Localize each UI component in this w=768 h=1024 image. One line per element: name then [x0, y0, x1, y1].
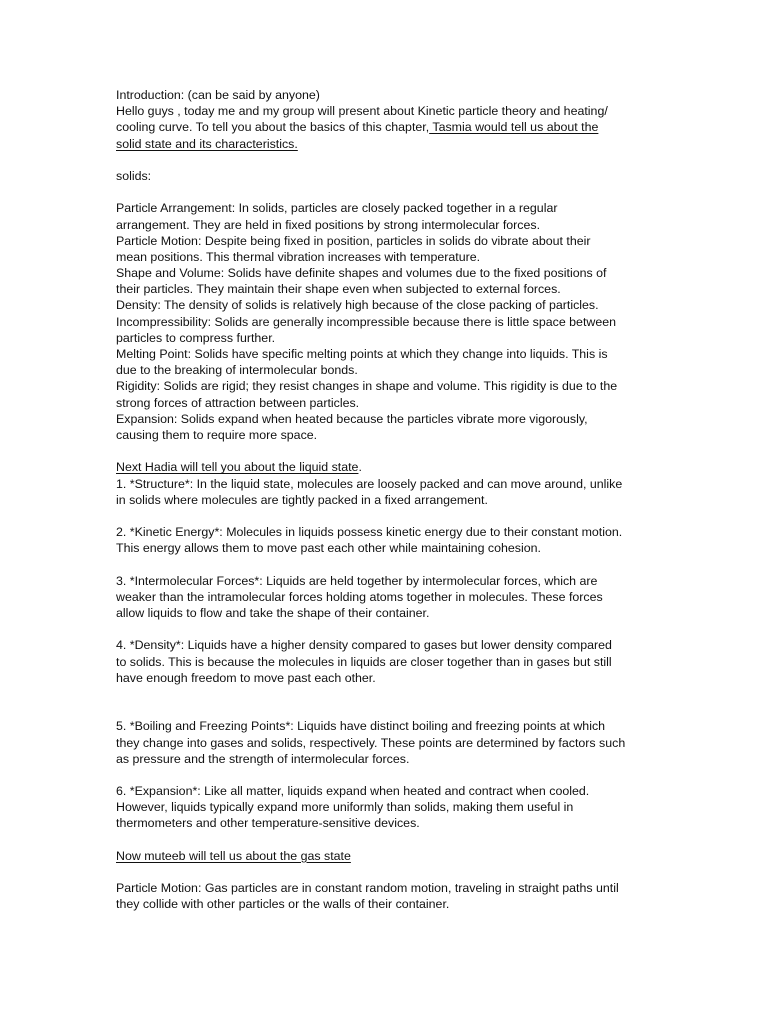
line-text: they change into gases and solids, respectively. These points are determined by factors such — [116, 735, 626, 750]
line-text: However, liquids typically expand more uniformly than solids, making them useful in — [116, 800, 574, 815]
text-line — [116, 217, 661, 233]
blank-line — [116, 443, 661, 459]
line-text: they collide with other particles or the walls of their container. — [116, 897, 450, 912]
text-line — [116, 362, 661, 378]
text-line — [116, 411, 661, 427]
text-line — [116, 233, 661, 249]
line-text: Expansion: Solids expand when heated because the particles vibrate more vigorously, — [116, 411, 588, 426]
line-text: Density: The density of solids is relatively high because of the close packing of particles. — [116, 298, 599, 313]
line-text: Hello guys , today me and my group will present about Kinetic particle theory and heating/ — [116, 104, 608, 119]
line-text: 5. *Boiling and Freezing Points*: Liquids have distinct boiling and freezing points at which — [116, 719, 606, 734]
blank-line — [116, 832, 661, 848]
text-line — [116, 799, 661, 815]
underlined-text: Tasmia would tell us about the — [429, 120, 599, 135]
text-line — [116, 136, 661, 152]
text-line — [116, 476, 661, 492]
text-line — [116, 119, 661, 135]
blank-line — [116, 686, 661, 702]
line-text: due to the breaking of intermolecular bonds. — [116, 363, 358, 378]
text-line — [116, 735, 661, 751]
line-text: have enough freedom to move past each other. — [116, 670, 376, 685]
blank-line — [116, 152, 661, 168]
line-text: This energy allows them to move past each other while maintaining cohesion. — [116, 541, 541, 556]
text-line — [116, 751, 661, 767]
line-text: Particle Motion: Gas particles are in constant random motion, traveling in straight paths until — [116, 881, 619, 896]
text-line — [116, 815, 661, 831]
text-line — [116, 395, 661, 411]
line-text: Rigidity: Solids are rigid; they resist changes in shape and volume. This rigidity is due to the — [116, 379, 618, 394]
text-line — [116, 297, 661, 313]
text-line — [116, 200, 661, 216]
line-text: arrangement. They are held in fixed positions by strong intermolecular forces. — [116, 217, 541, 232]
line-text: Particle Motion: Despite being fixed in position, particles in solids do vibrate about their — [116, 233, 591, 248]
line-text: cooling curve. To tell you about the basics of this chapter, — [116, 120, 430, 135]
line-text: 6. *Expansion*: Like all matter, liquids expand when heated and contract when cooled. — [116, 784, 590, 799]
text-line — [116, 637, 661, 653]
line-text: 2. *Kinetic Energy*: Molecules in liquids possess kinetic energy due to their constant motion. — [116, 525, 623, 540]
underlined-text: Now muteeb will tell us about the gas state — [116, 848, 351, 863]
blank-line — [116, 702, 661, 718]
line-text: causing them to require more space. — [116, 427, 318, 442]
document-page — [116, 87, 661, 913]
text-line — [116, 103, 661, 119]
blank-line — [116, 767, 661, 783]
text-line — [116, 87, 661, 103]
line-text: mean positions. This thermal vibration increases with temperature. — [116, 249, 481, 264]
blank-line — [116, 184, 661, 200]
text-line — [116, 670, 661, 686]
text-line — [116, 330, 661, 346]
line-text: in solids where molecules are tightly packed in a fixed arrangement. — [116, 492, 488, 507]
line-text: allow liquids to flow and take the shape of their container. — [116, 606, 430, 620]
text-line — [116, 654, 661, 670]
text-line — [116, 783, 661, 799]
line-text: Introduction: (can be said by anyone) — [116, 88, 320, 102]
line-text: 4. *Density*: Liquids have a higher density compared to gases but lower density compared — [116, 638, 612, 653]
underlined-text: Next Hadia will tell you about the liquid state — [116, 460, 359, 475]
line-text: thermometers and other temperature-sensitive devices. — [116, 816, 420, 831]
line-text: particles to compress further. — [116, 330, 276, 345]
line-text: Particle Arrangement: In solids, particles are closely packed together in a regular — [116, 201, 558, 216]
blank-line — [116, 508, 661, 524]
text-line — [116, 492, 661, 508]
text-line — [116, 896, 661, 912]
text-line — [116, 459, 661, 475]
blank-line — [116, 621, 661, 637]
text-line — [116, 249, 661, 265]
line-text: Melting Point: Solids have specific melting points at which they change into liquids. This is — [116, 347, 608, 361]
text-line — [116, 524, 661, 540]
text-line — [116, 573, 661, 589]
line-text: Shape and Volume: Solids have definite shapes and volumes due to the fixed positions of — [116, 266, 607, 281]
line-text: 3. *Intermolecular Forces*: Liquids are held together by intermolecular forces, which are — [116, 573, 598, 588]
text-line — [116, 378, 661, 394]
text-line — [116, 605, 661, 621]
line-text: as pressure and the strength of intermolecular forces. — [116, 751, 410, 766]
line-text: solids: — [116, 168, 152, 183]
text-line — [116, 880, 661, 896]
line-text: 1. *Structure*: In the liquid state, molecules are loosely packed and can move around, unlike — [116, 476, 623, 491]
text-line — [116, 314, 661, 330]
text-line — [116, 265, 661, 281]
text-line — [116, 346, 661, 362]
text-line — [116, 427, 661, 443]
text-line — [116, 589, 661, 605]
line-text: Incompressibility: Solids are generally incompressible because there is little space between — [116, 314, 617, 329]
underlined-text: solid state and its characteristics. — [116, 136, 298, 151]
line-text: to solids. This is because the molecules in liquids are closer together than in gases but still — [116, 654, 612, 669]
line-text: their particles. They maintain their shape even when subjected to external forces. — [116, 282, 561, 297]
text-line — [116, 281, 661, 297]
blank-line — [116, 556, 661, 572]
line-text: weaker than the intramolecular forces holding atoms together in molecules. These forces — [116, 589, 603, 604]
line-text: strong forces of attraction between particles. — [116, 395, 360, 410]
blank-line — [116, 864, 661, 880]
text-line — [116, 540, 661, 556]
text-line — [116, 168, 661, 184]
text-line — [116, 718, 661, 734]
text-line — [116, 848, 661, 864]
line-text-suffix: . — [358, 460, 362, 475]
